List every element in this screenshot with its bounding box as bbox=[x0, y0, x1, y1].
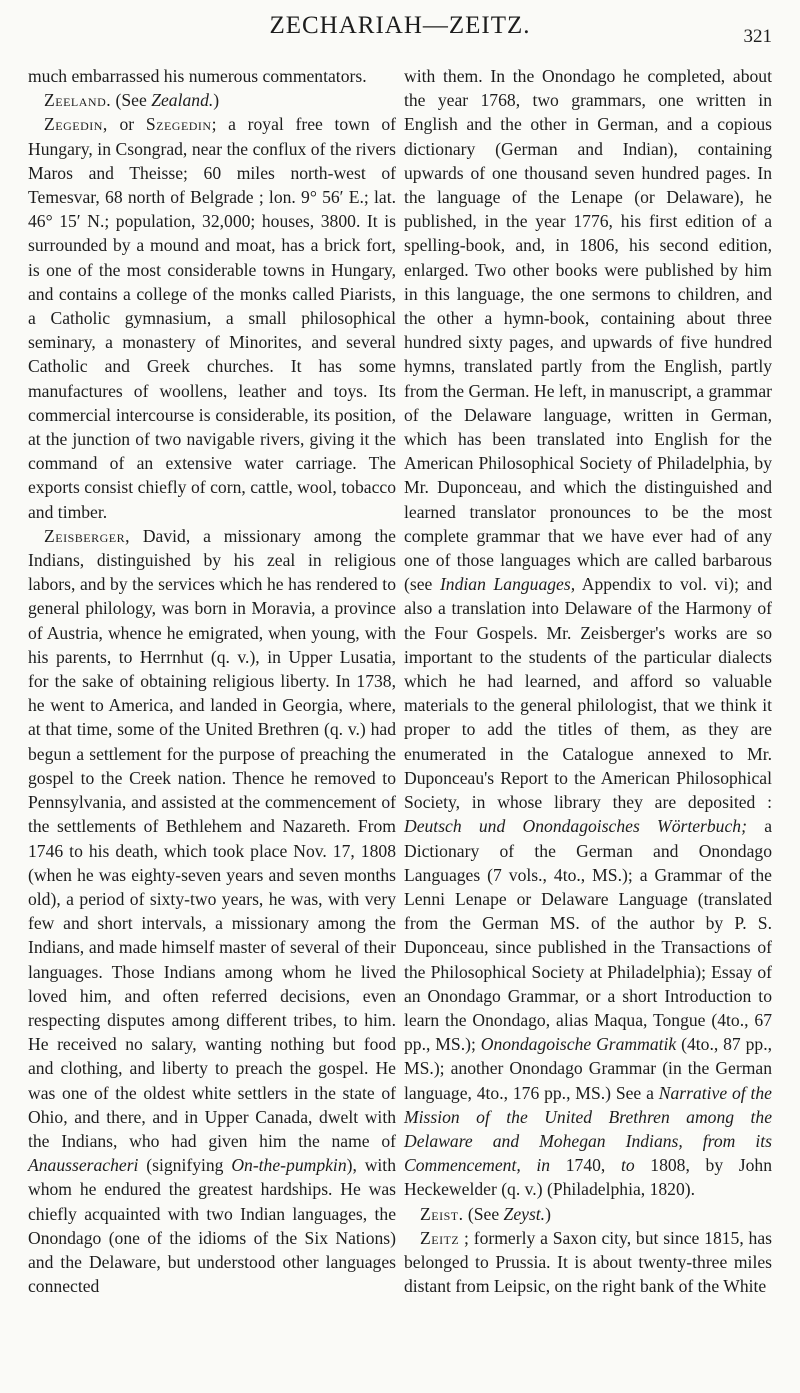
entry-text: ; formerly a Saxon city, but since 1815, has belonged to Prussia. It is about twenty-three miles distant from Leipsic, on the right bank of the White bbox=[404, 1227, 772, 1297]
work-title: to bbox=[620, 1155, 635, 1176]
work-title: Deutsch und Onondagoisches Wörterbuch; bbox=[404, 816, 747, 837]
entry-text: ; a royal free town of Hungary, in Csongrad, near the conflux of the rivers Maros and Theisse; 60 miles north-west of Temesvar, 68 north of Belgrade ; lon. 9° 56′ E.; lat. 46° 15′ N.; population, 32,000; houses, 3800. It is surrounded by a mound and moat, has a brick fort, is one of the most considerable towns in Hungary, and contains a college of the monks called Piarists, a Catholic gymnasium, a small philosophical seminary, a monastery of Minorites, and several Catholic and Greek churches. It has some manufactures of woollens, leather and toys. Its commercial intercourse is considerable, its position, at the junction of two navigable rivers, giving it the command of an extensive water carriage. The exports consist chiefly of corn, cattle, wool, tobacco and timber. bbox=[28, 114, 396, 522]
entry-head: Zeeland. bbox=[44, 90, 112, 111]
entry-head-alt: Szegedin bbox=[145, 114, 212, 135]
indian-name: Anausseracheri bbox=[28, 1155, 139, 1176]
right-column bbox=[404, 64, 772, 1298]
left-column bbox=[28, 64, 396, 1298]
running-head bbox=[0, 8, 800, 48]
entry-text: ), with whom he endured the greatest hardships. He was chiefly acquainted with two Indian languages, the Onondago (one of the idioms of the Six Nations) and the Delaware, but understood other languages connected bbox=[28, 1155, 396, 1297]
entry-text: ) bbox=[545, 1203, 551, 1224]
work-title: Narrative of the Mission of the United Brethren among the Delaware and Mohegan Indians, from its Commencement, in bbox=[404, 1082, 772, 1176]
entry-zeitz bbox=[404, 1226, 772, 1299]
name-meaning: On-the-pumpkin bbox=[231, 1155, 347, 1176]
entry-text: (See bbox=[463, 1203, 504, 1224]
entry-text: or bbox=[107, 114, 146, 135]
entry-head: Zeisberger, bbox=[44, 525, 130, 546]
entry-head: Zeitz bbox=[420, 1227, 460, 1248]
entry-text: a Dictionary of the German and Onondago Languages (7 vols., 4to., MS.); a Grammar of the Lenni Lenape or Delaware Language (translated from the German MS. of the author by P. S. Duponceau, since published in the Transactions of the Philosophical Society at Philadelphia); Essay of an Onondago Grammar, or a short Introduction to learn the Onondago, alias Maqua, Tongue (4to., 67 pp., MS.); bbox=[404, 816, 773, 1055]
entry-text: (See bbox=[111, 90, 152, 111]
cross-reference: Zealand. bbox=[151, 90, 214, 111]
entry-text: 1808, by John Heckewelder (q. v.) (Philadelphia, 1820). bbox=[404, 1155, 772, 1200]
entry-text: David, a missionary among the Indians, distinguished by his zeal in religious labors, and by the services which he has rendered to general philology, was born in Moravia, a province of Austria, whence he emigrated, when young, with his parents, to Herrnhut (q. v.), in Upper Lusatia, for the sake of obtaining religious liberty. In 1738, he went to America, and landed in Georgia, where, at that time, some of the United Brethren (q. v.) had begun a settlement for the purpose of preaching the gospel to the Creek nation. Thence he removed to Pennsylvania, and assisted at the commencement of the settlements of Bethlehem and Nazareth. From 1746 to his death, which took place Nov. 17, 1808 (when he was eighty-seven years and seven months old), a period of sixty-two years, he was, with very few and short intervals, a missionary among the Indians, and made himself master of several of their languages. Those Indians among whom he lived loved him, and often referred decisions, even respecting disputes among different tribes, to him. He received no salary, wanting nothing but food and clothing, and liberty to preach the gospel. He was one of the oldest white settlers in the state of Ohio, and there, and in Upper Canada, dwelt with the Indians, who had given him the name of bbox=[28, 525, 396, 1151]
work-title: Onondagoische Grammatik bbox=[480, 1034, 677, 1055]
entry-text: 1740, bbox=[550, 1155, 621, 1176]
entry-continuation bbox=[28, 64, 396, 88]
entry-head: Zegedin, bbox=[44, 114, 108, 135]
entry-zegedin bbox=[28, 112, 396, 523]
entry-text: (signifying bbox=[138, 1155, 232, 1176]
running-title: ZECHARIAH—ZEITZ. bbox=[269, 12, 531, 39]
entry-text: ) bbox=[213, 90, 220, 111]
entry-zeisberger-continued bbox=[404, 64, 772, 1202]
entry-zeist bbox=[404, 1202, 772, 1226]
cross-reference: Zeyst. bbox=[503, 1203, 546, 1224]
entry-text: (4to., 87 pp., MS.); another Onondago Grammar (in the German language, 4to., 176 pp., MS.) See a bbox=[404, 1034, 772, 1103]
entry-text: with them. In the Onondago he completed, about the year 1768, two grammars, one written in English and the other in German, and a copious dictionary (German and Indian), containing upwards of one thousand seven hundred pages. In the language of the Lenape (or Delaware), he published, in the year 1776, his first edition of a spelling-book, and, in 1806, his second edition, enlarged. Two other books were published by him in this language, the one sermons to children, and the other a hymn-book, containing about three hundred sixty pages, and upwards of five hundred hymns, translated partly from the English, partly from the German. He left, in manuscript, a grammar of the Delaware language, written in German, which has been translated into English for the American Philosophical Society of Philadelphia, by Mr. Duponceau, and which the distinguished and learned translator pronounces to be the most complete grammar that we have ever had of any one of those languages which are called barbarous (see bbox=[404, 66, 772, 595]
entry-text: Appendix to vol. vi); and also a translation into Delaware of the Harmony of the Four Gospels. Mr. Zeisberger's works are so important to the students of the particular dialects which he had learned, and afford so valuable materials to the general philologist, that we think it proper to add the titles of them, as they are enumerated in the Catalogue annexed to Mr. Duponceau's Report to the American Philosophical Society, in whose library they are deposited : bbox=[404, 574, 772, 813]
entry-head: Zeist. bbox=[420, 1203, 464, 1224]
entry-zeeland bbox=[28, 88, 396, 112]
entry-zeisberger bbox=[28, 524, 396, 1299]
cross-reference: Indian Languages, bbox=[439, 574, 576, 595]
page-number: 321 bbox=[743, 26, 772, 47]
continuation-text: much embarrassed his numerous commentators. bbox=[28, 66, 367, 86]
